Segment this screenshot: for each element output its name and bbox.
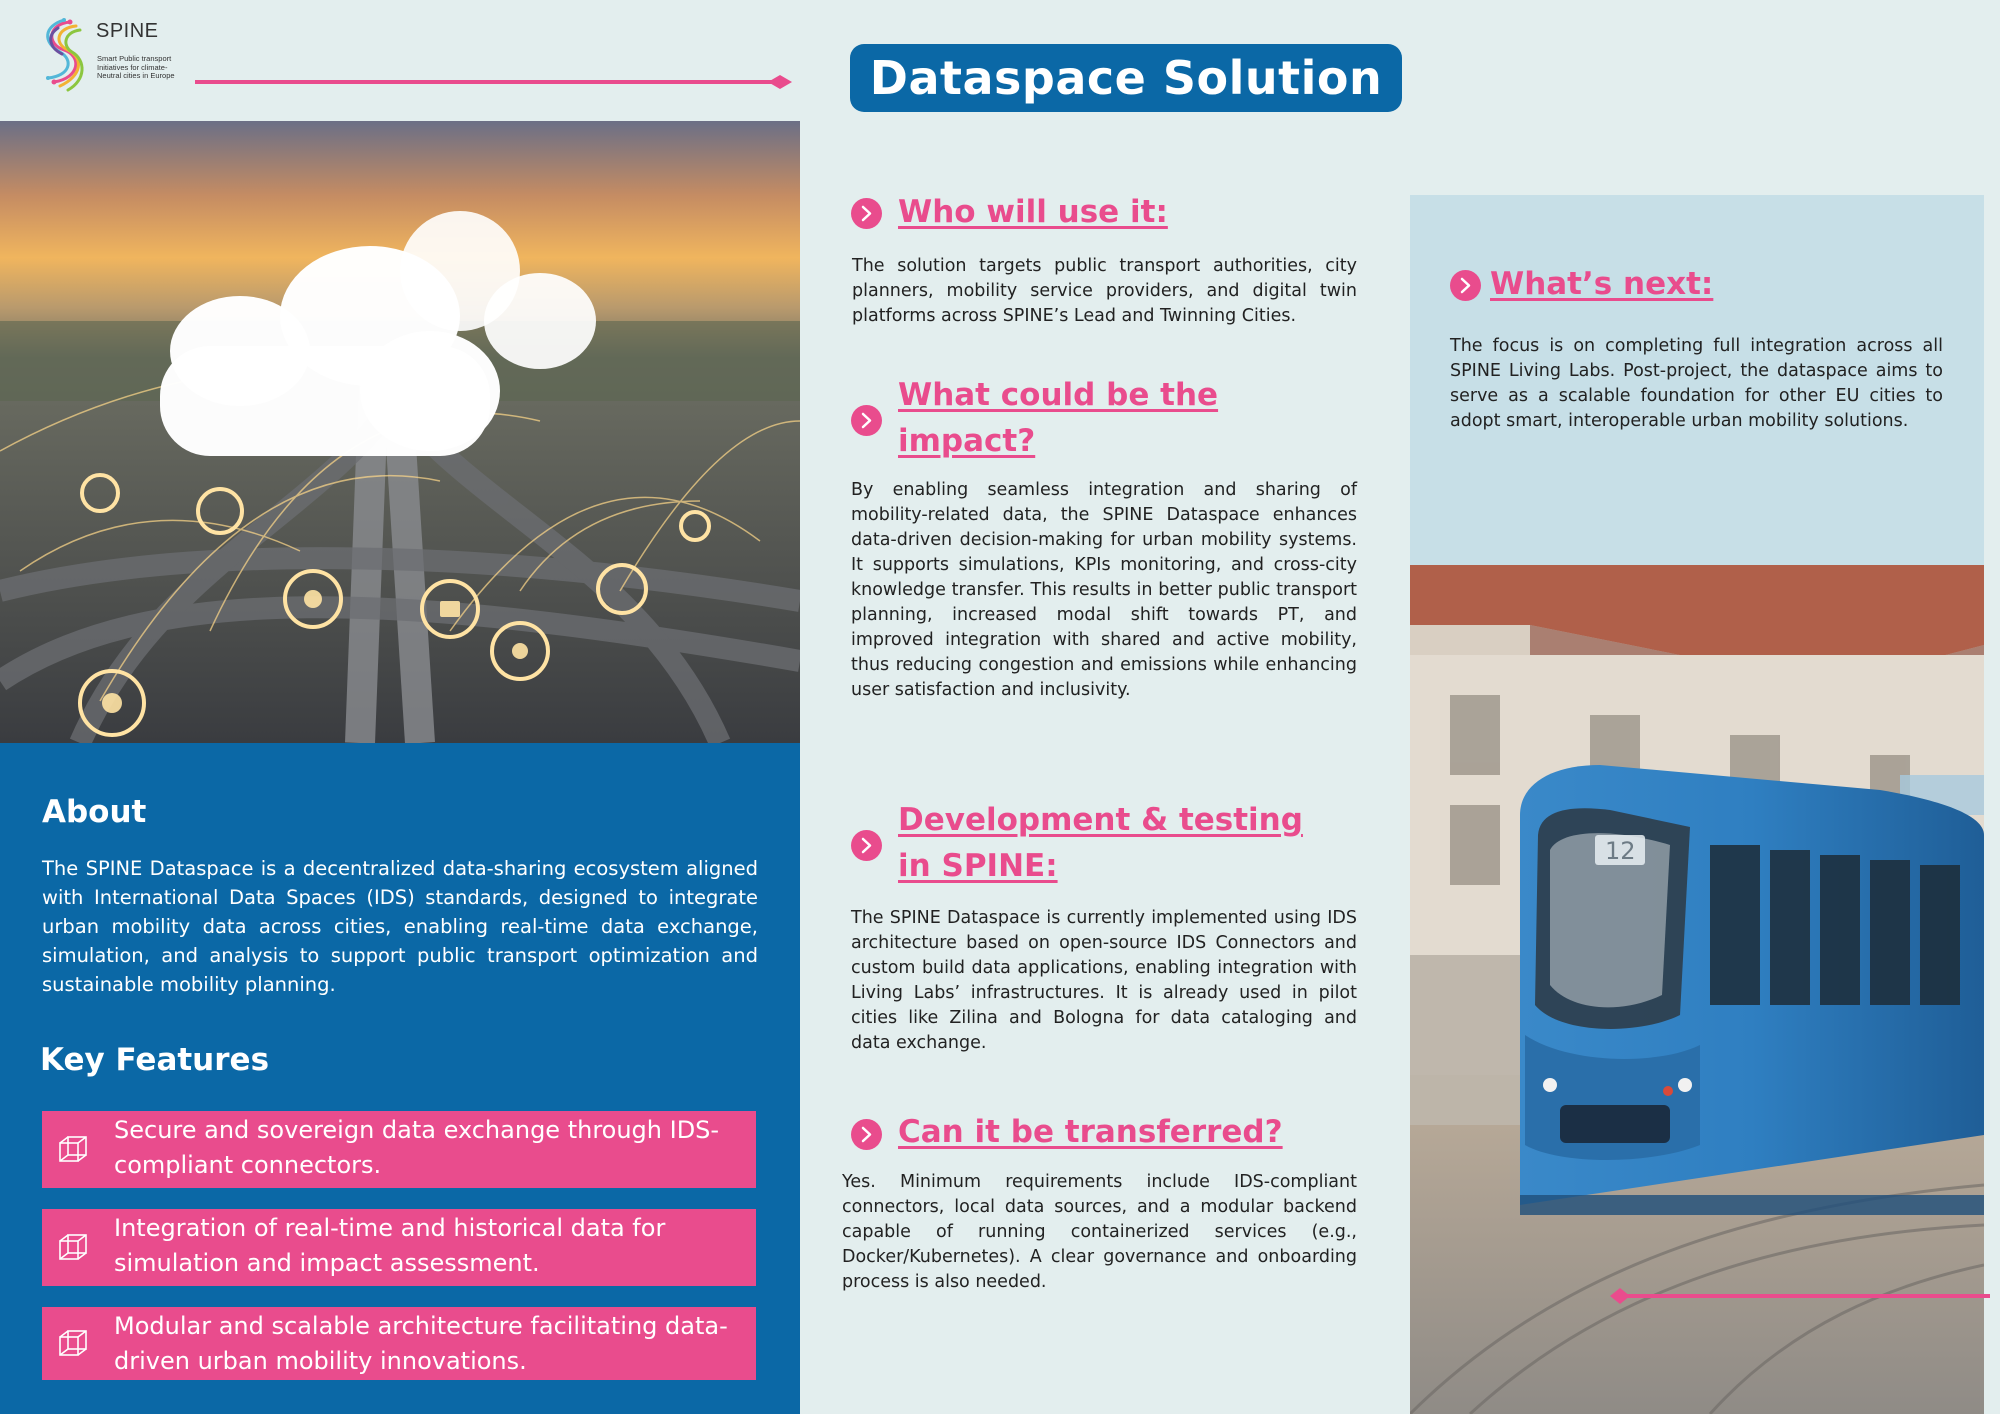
hero-image-cloud-network [0, 121, 800, 743]
impact-text: By enabling seamless integration and sharing of mobility-related data, the SPINE Dataspace enhances data-driven decision-making for urban mobility systems. It supports simulations, KPIs monitoring, and cross-city knowledge transfer. This results in better public transport planning, increased modal shift towards PT, and improved integration with shared and active mobility, thus reducing congestion and emissions while enhancing user satisfaction and inclusivity. [851, 480, 1357, 700]
about-text: The SPINE Dataspace is a decentralized data-sharing ecosystem aligned with International Data Spaces (IDS) standards, designed to integrate urban mobility data across cities, enabling real-time data exchange, simulation, and analysis to support public transport optimization and sustainable mobility planning. [42, 857, 758, 996]
cube-icon [56, 1133, 90, 1167]
whats-next-text: The focus is on completing full integration across all SPINE Living Labs. Post-project, the dataspace aims to serve as a scalable foundation for other EU cities to adopt smart, interoperable urban mobility solutions. [1450, 336, 1943, 431]
feature-item [42, 1111, 756, 1188]
whats-next-heading: What’s next: [1490, 266, 1714, 302]
feature-item [42, 1307, 756, 1380]
chevron-right-icon [851, 405, 882, 436]
impact-heading-line-1: What could be the [898, 377, 1219, 413]
transfer-heading: Can it be transferred? [898, 1114, 1283, 1150]
feature-text: Secure and sovereign data exchange through IDS-compliant connectors. [114, 1116, 720, 1179]
logo-wordmark: SPINE [96, 20, 159, 42]
cube-icon [56, 1327, 90, 1361]
impact-heading-line-2: impact? [898, 423, 1036, 459]
logo-tagline: Smart Public transport Initiatives for climate-Neutral cities in Europe [97, 54, 175, 80]
bottom-connector-line [1600, 1285, 1990, 1307]
top-connector-line [195, 75, 795, 89]
development-text: The SPINE Dataspace is currently implemented using IDS architecture based on open-source IDS Connectors and custom build data applications, enabling integration with Living Labs’ infrastructures. It is already used in pilot cities like Zilina and Bologna for data cataloging and data exchange. [851, 908, 1357, 1053]
chevron-right-icon [851, 1119, 882, 1150]
transfer-text: Yes. Minimum requirements include IDS-compliant connectors, local data sources, and a modular backend capable of running containerized services (e.g., Docker/Kubernetes). A clear governance and onboarding process is also needed. [842, 1172, 1357, 1292]
feature-text: Integration of real-time and historical data for simulation and impact assessment. [114, 1214, 666, 1277]
chevron-right-icon [851, 198, 882, 229]
who-heading: Who will use it: [898, 194, 1168, 230]
about-heading: About [42, 794, 147, 830]
key-features-heading: Key Features [40, 1042, 270, 1078]
chevron-right-icon [851, 830, 882, 861]
feature-text: Modular and scalable architecture facilitating data-driven urban mobility innovations. [114, 1312, 728, 1375]
development-heading-line-2: in SPINE: [898, 848, 1058, 884]
feature-item [42, 1209, 756, 1286]
page-title: Dataspace Solution [850, 44, 1402, 112]
development-heading-line-1: Development & testing [898, 802, 1303, 838]
tram-route-number: 12 [1605, 837, 1636, 865]
cube-icon [56, 1231, 90, 1265]
chevron-right-icon [1450, 270, 1481, 301]
who-text: The solution targets public transport authorities, city planners, mobility service providers, and digital twin platforms across SPINE’s Lead and Twinning Cities. [852, 256, 1357, 326]
